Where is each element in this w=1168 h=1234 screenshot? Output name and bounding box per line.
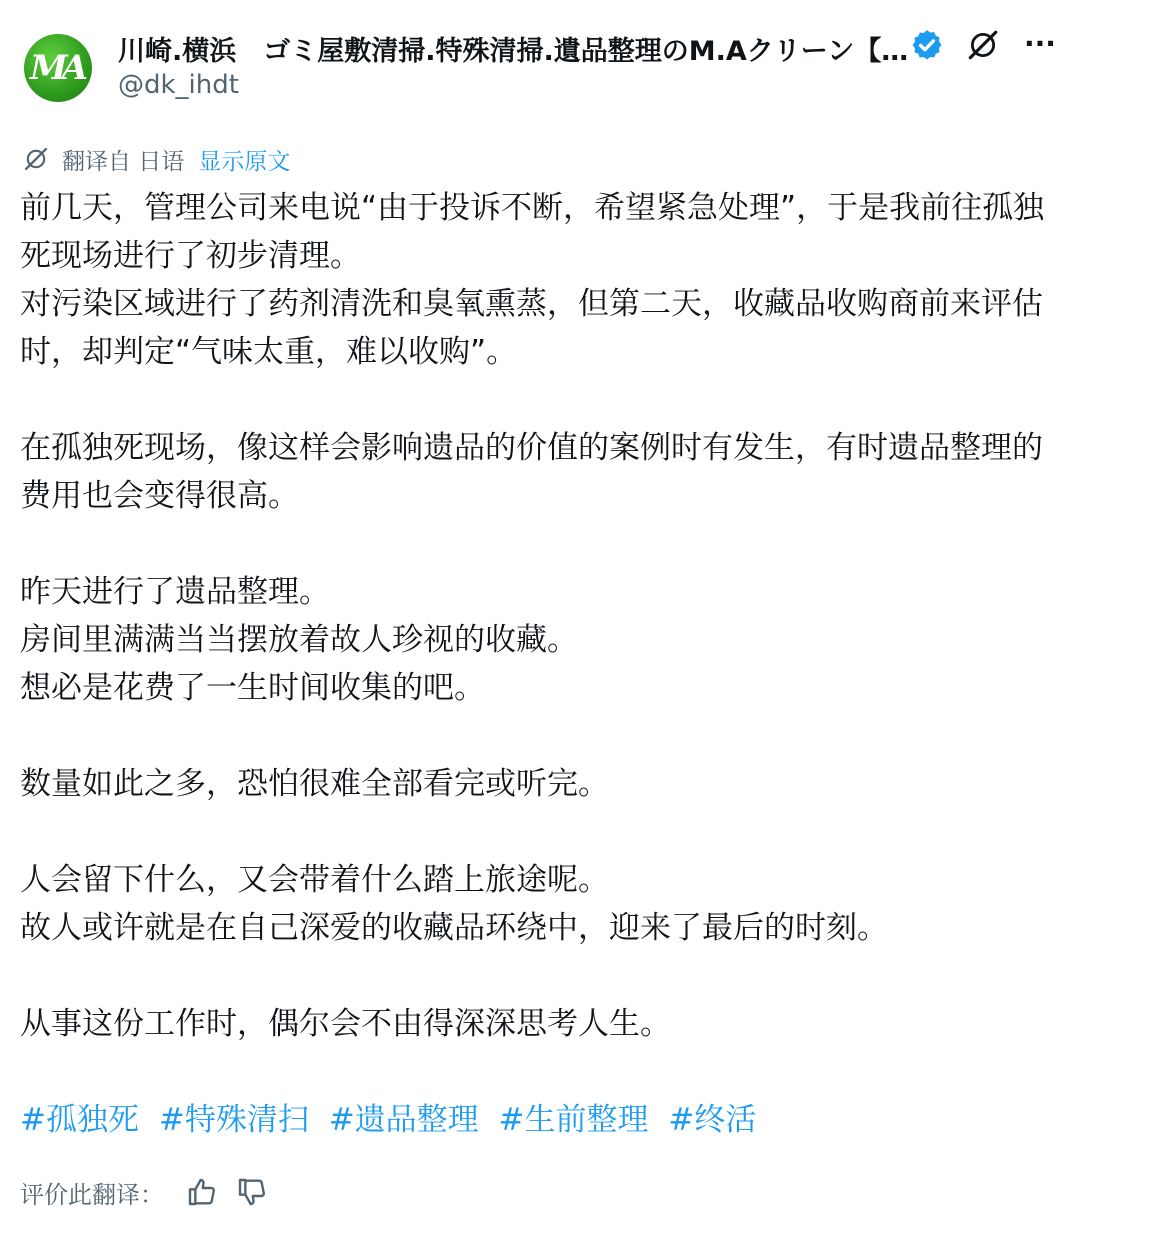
paragraph-gap xyxy=(20,808,1150,856)
post-paragraph xyxy=(20,184,1150,376)
show-original-link[interactable]: 显示原文 xyxy=(198,148,291,175)
paragraph-gap xyxy=(20,712,1150,760)
hashtag-link[interactable]: #生前整理 xyxy=(498,1102,649,1138)
post-line: 故人或许就是在自己深爱的收藏品环绕中，迎来了最后的时刻。 xyxy=(20,910,888,946)
thumbs-down-icon[interactable] xyxy=(236,1176,268,1208)
author-handle[interactable]: @dk_ihdt xyxy=(118,70,239,100)
post-line: 费用也会变得很高。 xyxy=(20,478,299,514)
avatar[interactable] xyxy=(24,34,92,102)
paragraph-gap xyxy=(20,952,1150,1000)
post-paragraph xyxy=(20,856,1150,952)
post-line: 房间里满满当当摆放着故人珍视的收藏。 xyxy=(20,622,578,658)
paragraph-gap xyxy=(20,376,1150,424)
post-line: 对污染区域进行了药剂清洗和臭氧熏蒸，但第二天，收藏品收购商前来评估 xyxy=(20,286,1043,322)
hashtag-list xyxy=(20,1096,766,1144)
post-paragraph xyxy=(20,424,1150,520)
post-line: 从事这份工作时，偶尔会不由得深深思考人生。 xyxy=(20,1006,671,1042)
post-line: 时，却判定“气味太重，难以收购”。 xyxy=(20,334,518,370)
avatar-logo-text: MA xyxy=(29,48,82,88)
post-line: 数量如此之多，恐怕很难全部看完或听完。 xyxy=(20,766,609,802)
post-paragraph xyxy=(20,1000,1150,1048)
post-line: 死现场进行了初步清理。 xyxy=(20,238,361,274)
hashtag-link[interactable]: #终活 xyxy=(668,1102,757,1138)
translate-grok-icon xyxy=(22,145,50,173)
translation-bar xyxy=(22,142,290,176)
post-line: 想必是花费了一生时间收集的吧。 xyxy=(20,670,485,706)
hashtag-link[interactable]: #孤独死 xyxy=(20,1102,139,1138)
post-body xyxy=(20,184,1150,1048)
post-header xyxy=(22,24,1152,114)
rate-translation-label: 评价此翻译： xyxy=(20,1180,164,1209)
post-line: 在孤独死现场，像这样会影响遗品的价值的案例时有发生，有时遗品整理的 xyxy=(20,430,1043,466)
post-paragraph xyxy=(20,760,1150,808)
hashtag-link[interactable]: #遗品整理 xyxy=(328,1102,479,1138)
author-display-name[interactable]: 川崎.横浜 ゴミ屋敷清掃.特殊清掃.遺品整理のM.Aクリーン【… xyxy=(118,35,909,67)
more-options-icon[interactable]: ··· xyxy=(1024,27,1056,60)
paragraph-gap xyxy=(20,520,1150,568)
grok-icon[interactable] xyxy=(966,28,1000,62)
verified-badge-icon[interactable] xyxy=(910,28,944,62)
rate-translation-bar xyxy=(20,1172,286,1212)
post-line: 人会留下什么，又会带着什么踏上旅途呢。 xyxy=(20,862,609,898)
translation-source-label: 翻译自 日语 xyxy=(62,148,185,175)
post-line: 前几天，管理公司来电说“由于投诉不断，希望紧急处理”，于是我前往孤独 xyxy=(20,190,1045,226)
hashtag-link[interactable]: #特殊清扫 xyxy=(158,1102,309,1138)
post-paragraph xyxy=(20,568,1150,712)
post-line: 昨天进行了遗品整理。 xyxy=(20,574,330,610)
thumbs-up-icon[interactable] xyxy=(186,1176,218,1208)
